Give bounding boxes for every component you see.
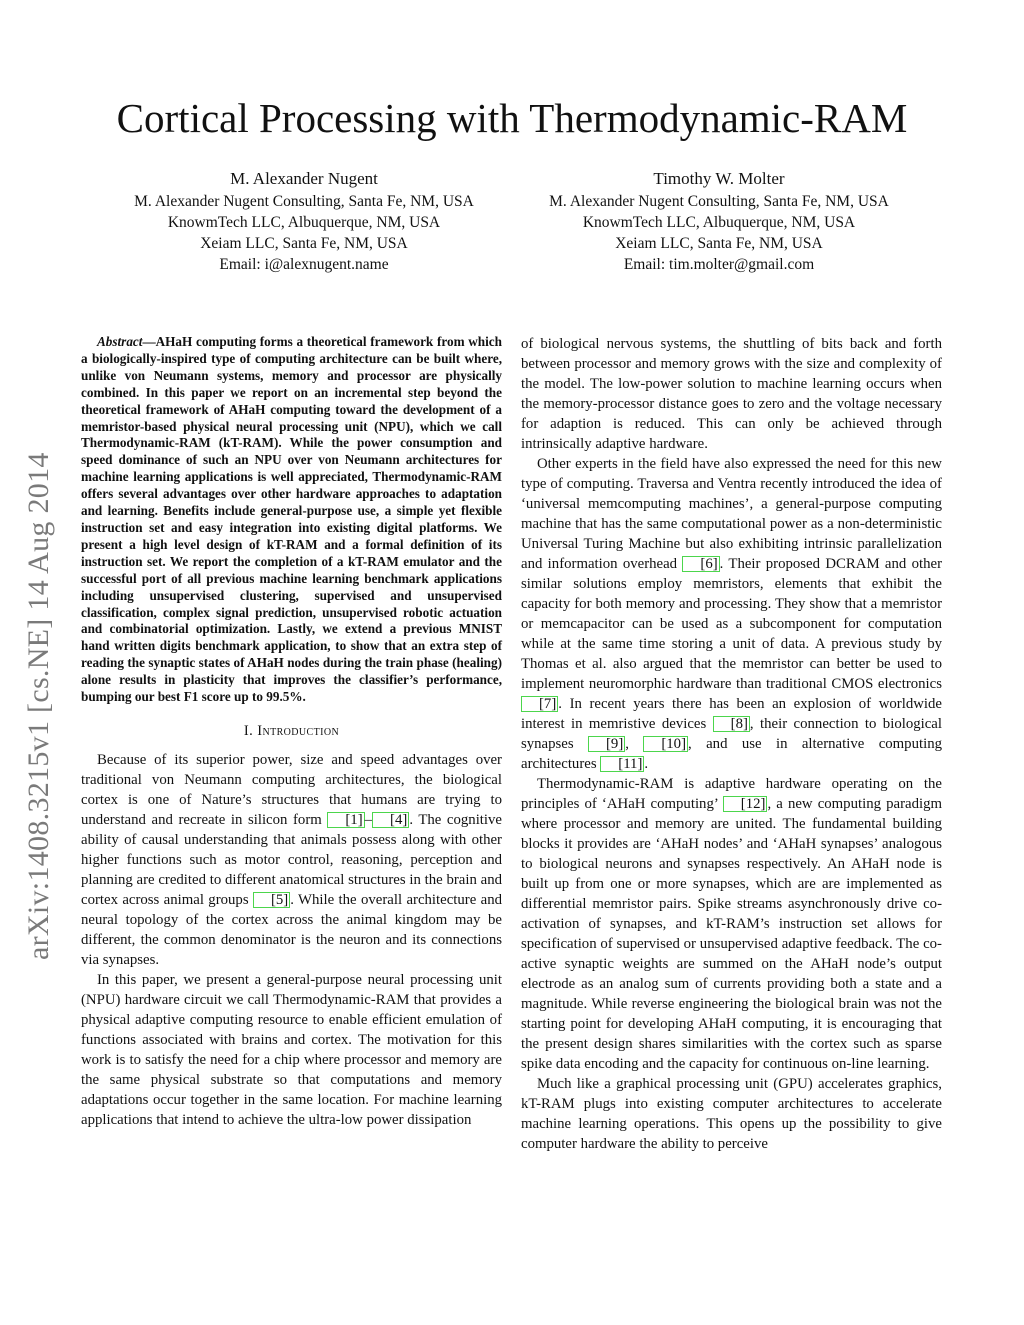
citation-link[interactable]: [8] [713,716,750,732]
author-affiliation: KnowmTech LLC, Albuquerque, NM, USA [167,214,441,231]
citation-link[interactable]: [5] [253,892,290,908]
citation-link[interactable]: [1] [327,812,364,828]
citation-link[interactable]: [4] [372,812,409,828]
section-number: I. [243,722,254,739]
author-name: M. Alexander Nugent [230,169,378,188]
abstract-text: AHaH computing forms a theoretical framework from which a biologically-inspired type of computing architecture can be built where, unlike von Neumann systems, memory and processor are physically combined. In this paper we report on an incremental step beyond the theoretical framework of AHaH computing toward the development of a memristor-based physical neural processing unit (NPU), which we call Thermodynamic-RAM (kT-RAM). While the power consumption and speed dominance of such an NPU over von Neumann architectures for machine learning applications is well appreciated, Thermodynamic-RAM offers several advantages over other hardware approaches to adaptation and learning. Benefits include general-purpose use, a simple yet flexible instruction set and easy integration into existing digital platforms. We present a high level design of kT-RAM and a formal definition of its instruction set. We report the completion of a kT-RAM emulator and the successful port of all previous machine learning benchmark applications including unsupervised clustering, supervised and unsupervised classification, complex signal prediction, unsupervised robotic actuation and combinatorial optimization. Lastly, we extend a previous MNIST hand written digits benchmark application, to show that an extra step of reading the synaptic states of AHaH nodes during the train phase (healing) alone results in plasticity that improves the classifier’s performance, bumping our best F1 score up to 99.5%. [81,334,502,705]
paragraph [521,774,942,1074]
author-email: Email: tim.molter@gmail.com [623,256,815,273]
text-run: Other experts in the field have also expressed the need for this new type of computing. Traversa and Ventra recently introduced the idea of ‘universal memcomputing machines’, a general-purpose computing machine that has the same computational power as a non-deterministic Universal Turing Machine but also exhibiting intrinsic parallelization and information overhead [521,456,942,572]
left-column [81,334,502,1130]
citation-link[interactable]: [12] [723,796,768,812]
citation-link[interactable]: [11] [600,756,644,772]
abstract [81,334,502,706]
paragraph: In this paper, we present a general-purpose neural processing unit (NPU) hardware circuit we call Thermodynamic-RAM that provides a physical adaptive computing resource to enable efficient emulation of functions associated with brains and cortex. The motivation for this work is to satisfy the need for a chip where processor and memory are the same physical substrate so that computations and memory adaptations occur together in the same location. For machine learning applications that intend to achieve the ultra-low power dissipation [81,971,502,1128]
text-run: . [644,756,649,772]
arxiv-identifier-stamp: arXiv:1408.3215v1 [cs.NE] 14 Aug 2014 [22,452,55,960]
citation-link[interactable]: [9] [588,736,625,752]
text-run: , a new computing paradigm where processor and memory are united. The fundamental building blocks it provides are ‘AHaH nodes’ and ‘AHaH synapses’ analogous to biological neurons and synapses respectively. An AHaH node is built up from one or more synapses, which are are implemented as differential memristor pairs. Spike streams asynchronously drive co-activation of synapses, and kT-RAM’s instruction set allows for specification of supervised or unsupervised adaptive feedback. The co-active synaptic weights are summed on the AHaH node’s output electrode as an analog sum of currents providing both a state and a magnitude. While reverse engineering the biological brain was not the starting point for developing AHaH computing, it is encouraging that the present design shares similarities with the cortex such as sparse spike data encoding and the capacity for continuous on-line learning. [521,796,942,1072]
text-run: . The cognitive ability of causal understanding that animals possess along with other higher functions such as motor control, reasoning, perception and planning are credited to different anatomical structures in the brain and cortex across animal groups [81,811,502,908]
author-affiliation: KnowmTech LLC, Albuquerque, NM, USA [582,214,856,231]
right-column [521,334,942,1154]
paragraph [81,750,502,970]
abstract-dash: — [142,334,156,349]
text-run: . In recent years there has been an explosion of worldwide interest in memristive devices [521,696,942,732]
text-run: . Their proposed DCRAM and other similar solutions employ memristors, elements that exhibit the capacity for both memory and processing. They show that a memristor or memcapacitor can be used as a subcomponent for computation while at the same time storing a unit of data. A previous study by Thomas et al. also argued that the memristor can better be used to implement neuromorphic hardware than traditional CMOS electronics [521,556,942,692]
text-run: , and use in alternative computing architectures [521,736,942,772]
citation-link[interactable]: [10] [643,736,688,752]
text-run: , their connection to biological synapses [521,716,942,752]
author-name: Timothy W. Molter [653,169,785,188]
text-run: Because of its superior power, size and speed advantages over traditional von Neumann computing architectures, the biological cortex is one of Nature’s structures that humans are trying to understand and recreate in silicon form [81,751,502,828]
author-affiliation: Xeiam LLC, Santa Fe, NM, USA [615,235,823,252]
author-affiliation: M. Alexander Nugent Consulting, Santa Fe, NM, USA [134,193,474,210]
text-run: Thermodynamic-RAM is adaptive hardware operating on the principles of ‘AHaH computing’ [521,776,942,812]
text-run: . While the overall architecture and neural topology of the cortex across the animal kingdom may be different, the common denominator is the neuron and its connections via synapses. [81,891,502,968]
citation-link[interactable]: [7] [521,696,558,712]
author-block-1 [94,168,514,275]
author-email: Email: i@alexnugent.name [219,256,389,273]
abstract-label: Abstract [97,334,143,349]
text-run: – [364,811,373,828]
section-title: Introduction [257,722,340,739]
citation-link[interactable]: [6] [682,556,719,572]
paper-title: Cortical Processing with Thermodynamic-RAM [116,95,908,141]
author-affiliation: M. Alexander Nugent Consulting, Santa Fe, NM, USA [549,193,889,210]
text-run: , [625,736,644,752]
author-block-2 [509,168,929,275]
section-heading [81,721,502,741]
paragraph: of biological nervous systems, the shuttling of bits back and forth between processor and memory grows with the size and complexity of the model. The low-power solution to machine learning occurs when the memory-processor distance goes to zero and the voltage necessary for adaption is reduced. This can only be achieved through intrinsically adaptive hardware. [521,336,942,452]
author-affiliation: Xeiam LLC, Santa Fe, NM, USA [200,235,408,252]
paragraph [521,454,942,774]
paragraph: Much like a graphical processing unit (GPU) accelerates graphics, kT-RAM plugs into existing computer architectures to accelerate machine learning operations. This opens up the possibility to give computer hardware the ability to perceive [521,1076,942,1152]
